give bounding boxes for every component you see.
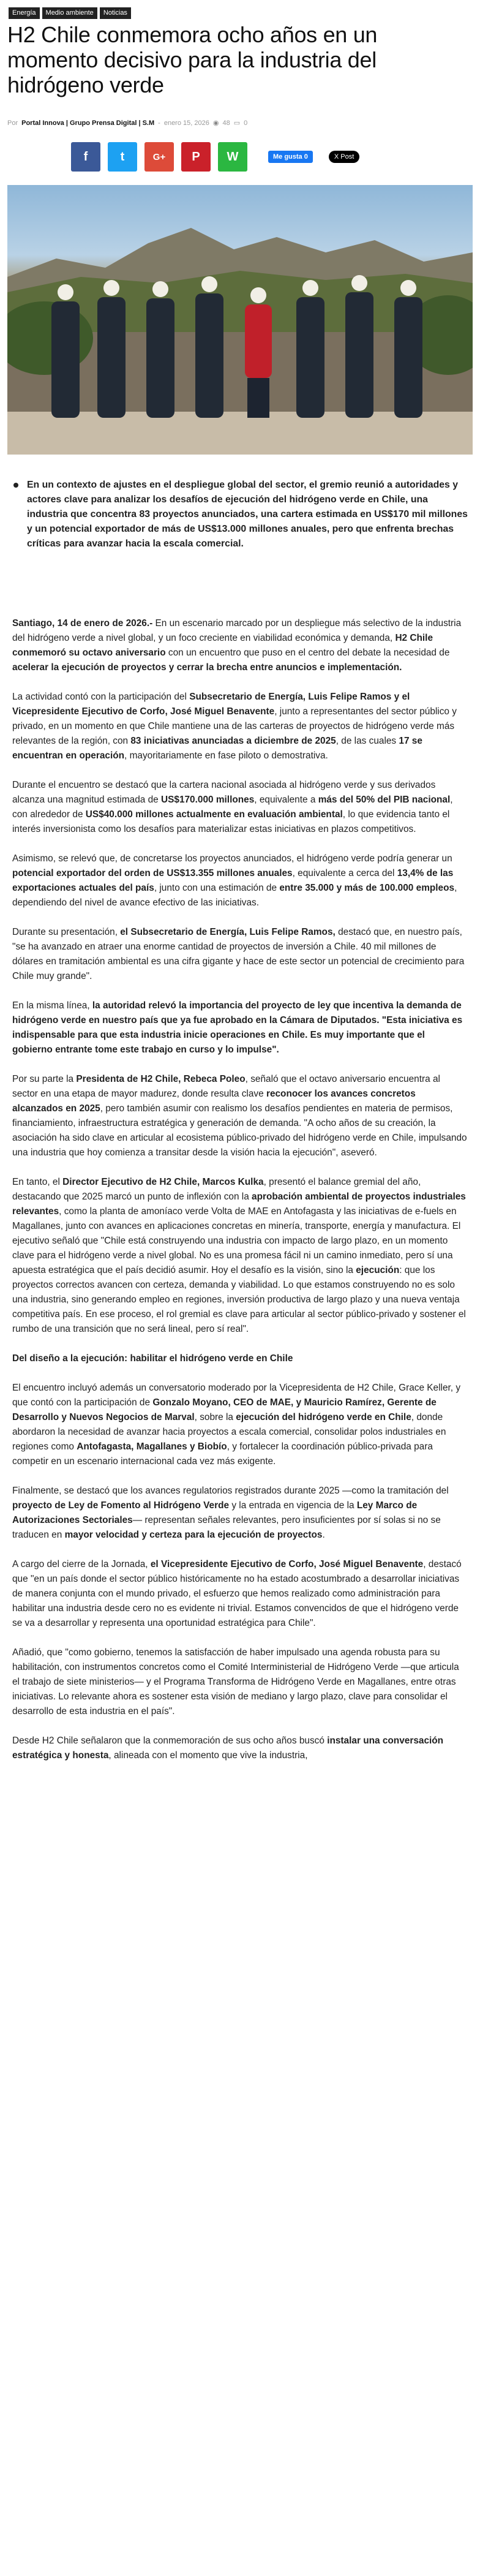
bold-text: Santiago, 14 de enero de 2026.-: [12, 618, 156, 629]
text: Durante el encuentro se destacó que la cartera nacional asociada al hidrógeno verde y sus derivados alcanza una magnitud estimada de: [12, 780, 436, 805]
bold-text: Antofagasta, Magallanes y Biobío: [77, 1441, 227, 1452]
x-post-button[interactable]: [329, 151, 359, 163]
bold-text: potencial exportador del orden de US$13.355 millones anuales: [12, 868, 293, 878]
tag-medio-ambiente[interactable]: Medio ambiente: [42, 7, 97, 19]
text: , pero también asumir con realismo los desafíos pendientes en materia de permisos, financiamiento, infraestructura estratégica y generación de demanda. "A ocho años de su creación, la asociación ha sido clave en articular al ecosistema público-privado del hidrógeno verde en Chile, impulsando una industria que hoy comienza a transitar desde la visión hacia la ejecución", aseveró.: [12, 1103, 467, 1158]
bold-text: US$40.000 millones actualmente en evaluación ambiental: [85, 809, 343, 820]
section-subheading: Del diseño a la ejecución: habilitar el hidrógeno verde en Chile: [12, 1353, 293, 1364]
twitter-share-button[interactable]: [108, 142, 137, 172]
text: , lo que evidencia tanto el interés inversionista como los desafíos para materializar estas iniciativas en plazos competitivos.: [12, 809, 450, 834]
publish-date: enero 15, 2026: [163, 119, 209, 127]
bold-text: acelerar la ejecución de proyectos y cerrar la brecha entre anuncios e implementación.: [12, 662, 402, 673]
article-photo: [7, 185, 473, 455]
bold-text: el Vicepresidente Ejecutivo de Corfo, José Miguel Benavente: [150, 1559, 424, 1569]
bold-text: entre 35.000 y más de 100.000 empleos: [279, 883, 455, 893]
bold-text: más del 50% del PIB nacional: [318, 795, 451, 805]
bold-text: aprobación ambiental de proyectos industriales relevantes: [12, 1192, 466, 1217]
bold-text: US$170.000 millones: [161, 795, 255, 805]
text: , junto con una estimación de: [154, 883, 280, 893]
text: Durante su presentación,: [12, 927, 121, 937]
google-share-button[interactable]: [144, 142, 174, 172]
text: .: [322, 1530, 325, 1540]
article-paragraph: [12, 690, 468, 763]
text: Asimismo, se relevó que, de concretarse los proyectos anunciados, el hidrógeno verde podría generar un: [12, 853, 452, 864]
text: , con alrededor de: [12, 795, 453, 820]
article-paragraph: [12, 852, 468, 910]
text: , como la planta de amoníaco verde Volta de MAE en Antofagasta y las iniciativas de e-fuels en Magallanes, junto con avances en aplicaciones concretas en minería, transporte, energía y manufactura. El ejecutivo señaló que "Chile está construyendo una industria con impacto de largo plazo, en un momento clave para el hidrógeno verde a nivel global. No es una promesa fácil ni un camino inmediato, pero sí una apuesta estratégica que el país decidió asumir. Hoy el desafío es la visión, sino la: [12, 1206, 461, 1275]
bold-text: reconocer los avances concretos alcanzados en 2025: [12, 1089, 416, 1114]
text: : que los proyectos correctos avancen con certeza, demanda y viabilidad. Lo que estamos construyendo no es solo una industria, sino generando empleo en regiones, inversión productiva de largo plazo y una nueva ventaja competitiva país. En ese proceso, el rol gremial es clave para articular al sector público-privado y sostener el rumbo de una transición que no será lineal, pero sí real".: [12, 1265, 466, 1334]
category-tags: [9, 7, 131, 19]
text: En un escenario marcado por un despliegue más selectivo de la industria del hidrógeno verde a nivel global, y un foco creciente en viabilidad económica y demanda,: [12, 618, 462, 643]
text: , equivalente a: [254, 795, 318, 805]
text: En la misma línea,: [12, 1000, 92, 1011]
facebook-share-button[interactable]: [71, 142, 100, 172]
bold-text: Director Ejecutivo de H2 Chile, Marcos Kulka: [62, 1177, 264, 1187]
bold-text: mayor velocidad y certeza para la ejecución de proyectos: [64, 1530, 323, 1540]
pinterest-icon: P: [192, 149, 200, 164]
comments-count[interactable]: 0: [244, 119, 248, 127]
bold-text: Presidenta de H2 Chile, Rebeca Poleo: [76, 1074, 246, 1084]
article-paragraph: [12, 778, 468, 837]
text: , señaló que el octavo aniversario encuentra al sector en una etapa de mayor madurez, donde resulta clave: [12, 1074, 440, 1099]
bold-text: Ley Marco de Autorizaciones Sectoriales: [12, 1500, 418, 1525]
article-paragraph: [12, 616, 468, 675]
article-paragraph: [12, 1175, 468, 1337]
article-meta: [7, 119, 247, 127]
bold-text: H2 Chile conmemoró su octavo aniversario: [12, 633, 433, 658]
text: destacó que, en nuestro país, "se ha avanzado en atraer una enorme cantidad de proyectos de inversión a Chile. 40 mil millones de dólares en tramitación ambiental es una cifra gigante y hace de este sector un potencial de crecimiento para Chile muy grande".: [12, 927, 465, 981]
twitter-icon: t: [120, 149, 125, 164]
text: , y fortalecer la coordinación público-privada para competir en un escenario internacional cada vez más exigente.: [12, 1441, 433, 1467]
text: , mayoritariamente en fase piloto o demostrativa.: [124, 750, 328, 761]
text: — representan señales relevantes, pero insuficientes por sí solas si no se traducen en: [12, 1515, 441, 1540]
article-paragraph: [12, 999, 468, 1057]
bold-text: 83 iniciativas anunciadas a diciembre de 2025: [130, 736, 336, 746]
pinterest-share-button[interactable]: [181, 142, 211, 172]
text: , dependiendo del nivel de avance efectivo de las iniciativas.: [12, 883, 457, 908]
text: , destacó que "en un país donde el sector público históricamente no ha estado acostumbrado a desarrollar iniciativas de manera conjunta con el mundo privado, el esfuerzo que hemos realizado como administración para habilitar una industria desde cero no es evidente ni trivial. Estamos convencidos de que el hidrógeno verde se va a desarrollar y representa una oportunidad estratégica para Chile".: [12, 1559, 462, 1628]
author-link[interactable]: Portal Innova | Grupo Prensa Digital | S.M: [21, 119, 155, 127]
bold-text: 13,4% de las exportaciones actuales del país: [12, 868, 454, 893]
text: , donde abordaron la necesidad de avanzar hacia proyectos a escala comercial, consolidar polos industriales en regiones como: [12, 1412, 446, 1452]
article-paragraph: [12, 1381, 468, 1469]
bold-text: 17 se encuentran en operación: [12, 736, 422, 761]
text: , sobre la: [194, 1412, 236, 1422]
text: y la entrada en vigencia de la: [229, 1500, 357, 1511]
bold-text: instalar una conversación estratégica y honesta: [12, 1736, 444, 1761]
article-paragraph: [12, 1557, 468, 1631]
text: Desde H2 Chile señalaron que la conmemoración de sus ocho años buscó: [12, 1736, 328, 1746]
whatsapp-icon: W: [227, 149, 239, 164]
bold-text: Gonzalo Moyano, CEO de MAE, y Mauricio Ramírez, Gerente de Desarrollo y Nuevos Negocios de Marval: [12, 1397, 437, 1422]
text: La actividad contó con la participación del: [12, 692, 190, 702]
bold-text: la autoridad relevó la importancia del proyecto de ley que incentiva la demanda de hidrógeno verde en nuestro país que ya fue aprobado en la Cámara de Diputados. "Esta iniciativa es indispensable para que esta industria inicie operaciones en Chile. Es muy importante que el gobierno entrante tome este trabajo en curso y lo impulse".: [12, 1000, 463, 1055]
meta-by: Por: [7, 119, 18, 127]
text: Añadió, que "como gobierno, tenemos la satisfacción de haber impulsado una agenda robusta para su habilitación, con instrumentos concretos como el Comité Interministerial de Hidrógeno Verde —que articula el trabajo de siete ministerios— y el Programa Transforma de Hidrógeno Verde en Magallanes, entre otras iniciativas. Lo relevante ahora es sostener esta visión de mediano y largo plazo, clave para consolidar el desarrollo de esta industria en el país".: [12, 1647, 459, 1717]
post-label: X Post: [334, 153, 354, 161]
text: , alineada con el momento que vive la industria,: [108, 1750, 308, 1761]
text: Finalmente, se destacó que los avances regulatorios registrados durante 2025 —como la tramitación del: [12, 1486, 449, 1496]
article-title: H2 Chile conmemora ocho años en un momento decisivo para la industria del hidrógeno verde: [7, 22, 378, 97]
views-count: 48: [222, 119, 230, 127]
share-bar: [71, 142, 359, 172]
google-plus-icon: G+: [152, 151, 166, 162]
text: , de las cuales: [336, 736, 399, 746]
whatsapp-share-button[interactable]: [218, 142, 247, 172]
text: , equivalente a cerca del: [292, 868, 397, 878]
article-paragraphs-continued: [12, 1381, 468, 1763]
article-paragraphs: [12, 616, 468, 1337]
group-photo-illustration: [7, 185, 473, 455]
facebook-icon: f: [83, 149, 88, 164]
like-label: Me gusta 0: [273, 153, 308, 161]
article-paragraph: [12, 1734, 468, 1763]
text: , presentó el balance gremial del año, destacando que 2025 marcó un punto de inflexión con la: [12, 1177, 421, 1202]
article-paragraph: [12, 1072, 468, 1160]
text: El encuentro incluyó además un conversatorio moderado por la Vicepresidenta de H2 Chile, Grace Keller, y que contó con la participación de: [12, 1383, 461, 1408]
bold-text: Subsecretario de Energía, Luis Felipe Ramos y el Vicepresidente Ejecutivo de Corfo, José Miguel Benavente: [12, 692, 410, 717]
meta-separator: -: [158, 119, 160, 127]
eye-icon: ◉: [212, 119, 219, 127]
bold-text: ejecución del hidrógeno verde en Chile: [236, 1412, 411, 1422]
bold-text: el Subsecretario de Energía, Luis Felipe Ramos,: [120, 927, 336, 937]
text: En tanto, el: [12, 1177, 63, 1187]
tag-energia[interactable]: Energía: [9, 7, 40, 19]
bold-text: proyecto de Ley de Fomento al Hidrógeno Verde: [12, 1500, 230, 1511]
text: Por su parte la: [12, 1074, 77, 1084]
comment-icon: ▭: [233, 119, 241, 127]
text: con un encuentro que puso en el centro del debate la necesidad de: [165, 648, 450, 658]
text: , junto a representantes del sector público y privado, en un momento en que Chile mantiene una de las carteras de proyectos de hidrógeno verde más relevantes de la región, con: [12, 706, 457, 746]
bold-text: ejecución: [356, 1265, 400, 1275]
lead-summary: [12, 478, 468, 551]
text: A cargo del cierre de la Jornada,: [12, 1559, 151, 1569]
lead-bullet: En un contexto de ajustes en el despliegue global del sector, el gremio reunió a autoridades y actores clave para analizar los desafíos de ejecución del hidrógeno verde en Chile, una industria que concentra 83 proyectos anunciados, una cartera estimada en US$170 mil millones y un potencial exportador de más de US$13.000 millones anuales, pero que enfrenta brechas críticas para avanzar hacia la escala comercial.: [27, 480, 468, 549]
tag-noticias[interactable]: Noticias: [100, 7, 131, 19]
article-paragraph: [12, 925, 468, 984]
article-paragraph: [12, 1645, 468, 1719]
article-body: [12, 478, 468, 1778]
article-paragraph: [12, 1484, 468, 1543]
facebook-like-button[interactable]: [268, 151, 313, 163]
